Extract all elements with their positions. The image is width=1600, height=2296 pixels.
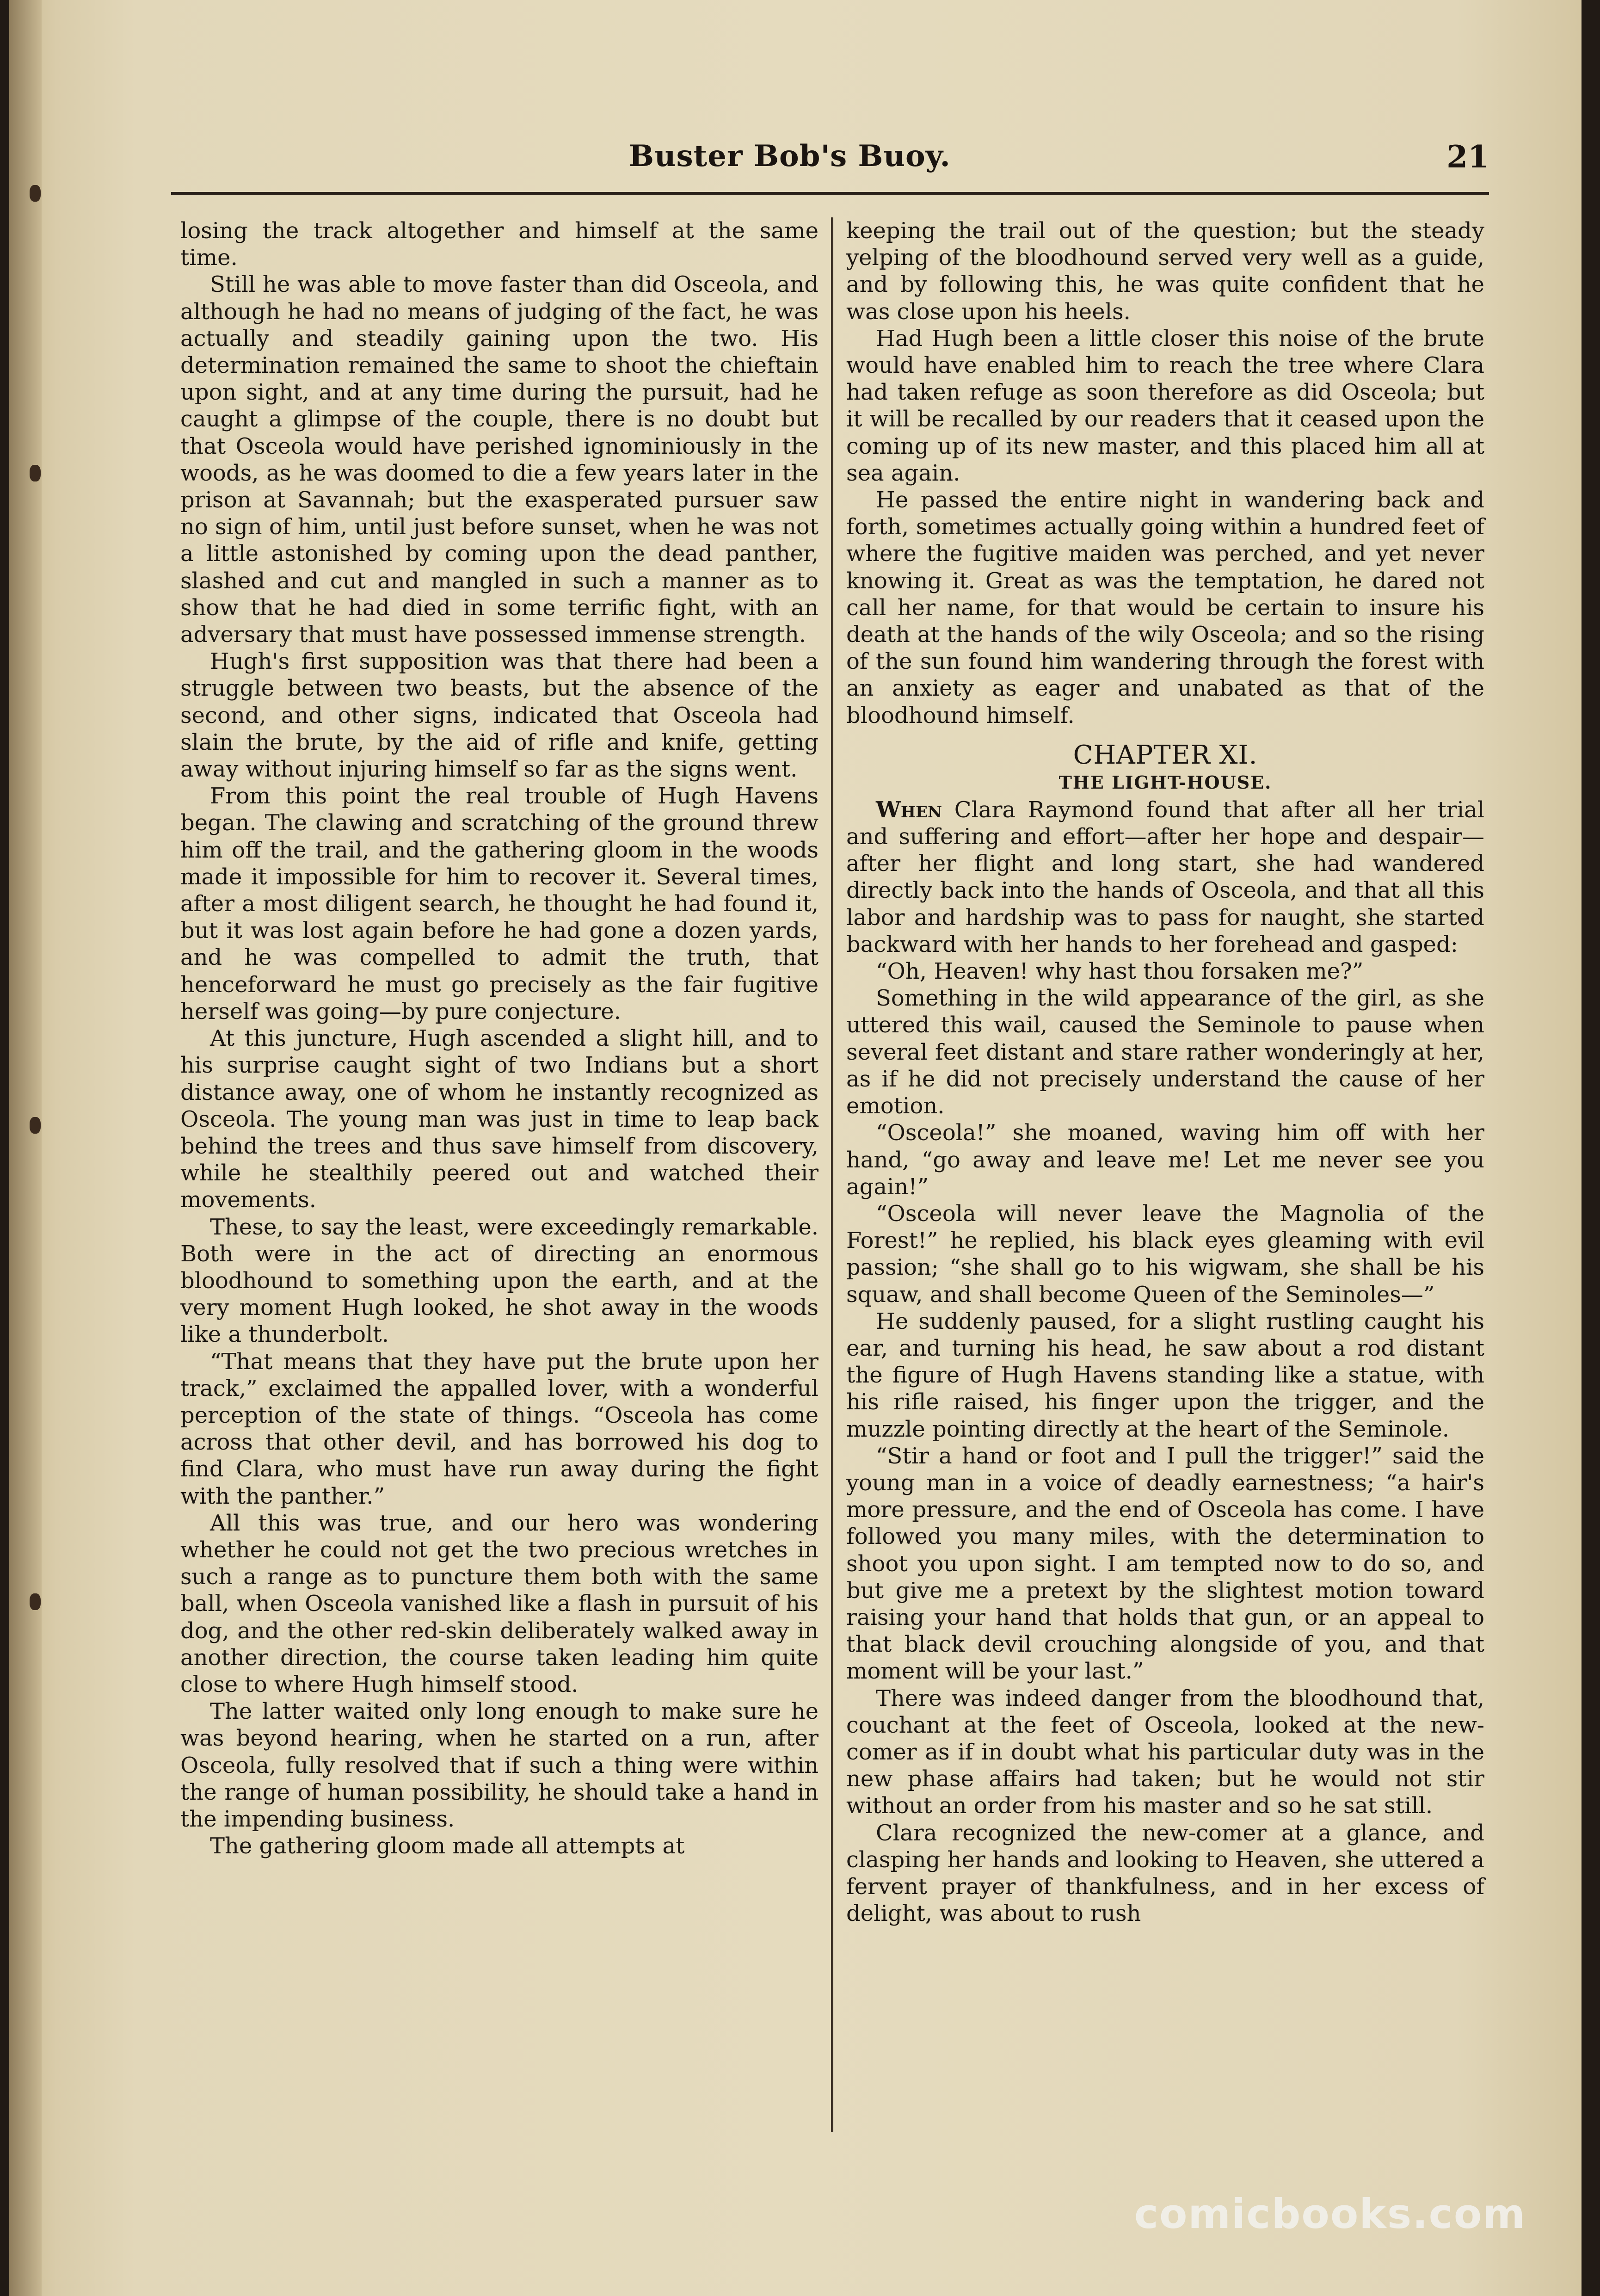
paragraph: “That means that they have put the brute upon her track,” exclaimed the appalled lover, with a wonderful perception of the state of things. “Osceola has come across that other devil, and has borrowed his dog to find Clara, who must have run away during the fight with the panther.” bbox=[180, 1348, 818, 1509]
paragraph: Had Hugh been a little closer this noise of the brute would have enabled him to reach the tree where Clara had taken refuge as soon therefore as did Osceola; but it will be recalled by our readers that it ceased upon the coming up of its new master, and this placed him all at sea again. bbox=[846, 325, 1484, 486]
paragraph: “Oh, Heaven! why hast thou forsaken me?” bbox=[876, 958, 1364, 985]
paragraph: losing the track altogether and himself at the same time. bbox=[180, 218, 818, 271]
binding-hole bbox=[30, 465, 41, 481]
page-gutter bbox=[9, 0, 42, 2296]
paragraph: “Stir a hand or foot and I pull the trigger!” said the young man in a voice of deadly earnestness; “a hair's more pressure, and the end of Osceola has come. I have followed you many miles, with the determination to shoot you upon sight. I am tempted now to do so, and but give me a pretext by the slightest motion toward raising your hand that holds that gun, or an appeal to that black devil crouching alongside of you, and that moment will be your last.” bbox=[846, 1443, 1484, 1685]
paragraph: All this was true, and our hero was wondering whether he could not get the two precious wretches in such a range as to puncture them both with the same ball, when Osceola vanished like a flash in pursuit of his dog, and the other red-skin deliberately walked away in another direction, the course taken leading him quite close to where Hugh himself stood. bbox=[180, 1510, 818, 1697]
site-watermark: comicbooks.com bbox=[1134, 2190, 1526, 2238]
paragraph: The latter waited only long enough to make sure he was beyond hearing, when he started on a run, after Osceola, fully resolved that if such a thing were within the range of human possibility, he should take a hand in the impending business. bbox=[180, 1698, 818, 1832]
paragraph: He passed the entire night in wandering back and forth, sometimes actually going within a hundred feet of where the fugitive maiden was perched, and yet never knowing it. Great as was the temptation, he dared not call her name, for that would be certain to insure his death at the hands of the wily Osceola; and so the rising of the sun found him wandering through the forest with an anxiety as eager and unabated as that of the bloodhound himself. bbox=[846, 487, 1484, 728]
paragraph: These, to say the least, were exceedingly remarkable. Both were in the act of directing an enormous bloodhound to something upon the earth, and at the very moment Hugh looked, he shot away in the woods like a thunderbolt. bbox=[180, 1214, 818, 1348]
binding-hole bbox=[30, 185, 41, 202]
running-title: Buster Bob's Buoy. bbox=[629, 139, 951, 173]
paragraph: There was indeed danger from the bloodhound that, couchant at the feet of Osceola, looked at the new-comer as if in doubt what his particular duty was in the new phase affairs had taken; but he would not stir without an order from his master and so he sat still. bbox=[846, 1685, 1484, 1819]
column-divider bbox=[831, 217, 833, 2132]
chapter-heading: CHAPTER XI. bbox=[1073, 740, 1258, 770]
paragraph: keeping the trail out of the question; but the steady yelping of the bloodhound served very well as a guide, and by following this, he was quite confident that he was close upon his heels. bbox=[846, 218, 1484, 325]
paragraph: Clara recognized the new-comer at a glance, and clasping her hands and looking to Heaven, she uttered a fervent prayer of thankfulness, and in her excess of delight, was about to rush bbox=[846, 1820, 1484, 1927]
paragraph: Hugh's first supposition was that there had been a struggle between two beasts, but the absence of the second, and other signs, indicated that Osceola had slain the brute, by the aid of rifle and knife, getting away without injuring himself so far as the signs went. bbox=[180, 648, 818, 783]
binding-hole bbox=[30, 1117, 41, 1134]
paragraph: From this point the real trouble of Hugh Havens began. The clawing and scratching of the ground threw him off the trail, and the gathering gloom in the woods made it impossible for him to recover it. Several times, after a most diligent search, he thought he had found it, but it was lost again before he had gone a dozen yards, and he was compelled to admit the truth, that henceforward he must go precisely as the fair fugitive herself was going—by pure conjecture. bbox=[180, 783, 818, 1025]
page-number: 21 bbox=[1446, 139, 1489, 175]
header-rule bbox=[171, 192, 1489, 195]
paragraph: Still he was able to move faster than did Osceola, and although he had no means of judging of the fact, he was actually and steadily gaining upon the two. His determination remained the same to shoot the chieftain upon sight, and at any time during the pursuit, had he caught a glimpse of the couple, there is no doubt but that Osceola would have perished ignominiously in the woods, as he was doomed to die a few years later in the prison at Savannah; but the exasperated pursuer saw no sign of him, until just before sunset, when he was not a little astonished by coming upon the dead panther, slashed and cut and mangled in such a manner as to show that he had died in some terrific fight, with an adversary that must have possessed immense strength. bbox=[180, 272, 818, 648]
binding-hole bbox=[30, 1593, 41, 1610]
running-header bbox=[166, 139, 1489, 190]
drop-word: When bbox=[876, 796, 942, 823]
chapter-opening-paragraph bbox=[846, 796, 1484, 958]
paragraph: “Osceola!” she moaned, waving him off with her hand, “go away and leave me! Let me never see you again!” bbox=[846, 1120, 1484, 1200]
paragraph: At this juncture, Hugh ascended a slight hill, and to his surprise caught sight of two Indians but a short distance away, one of whom he instantly recognized as Osceola. The young man was just in time to leap back behind the trees and thus save himself from discovery, while he stealthily peered out and watched their movements. bbox=[180, 1025, 818, 1213]
paragraph: “Osceola will never leave the Magnolia of the Forest!” he replied, his black eyes gleaming with evil passion; “she shall go to his wigwam, she shall be his squaw, and shall become Queen of the Seminoles—” bbox=[846, 1200, 1484, 1308]
right-column bbox=[846, 217, 1484, 1927]
paragraph: He suddenly paused, for a slight rustling caught his ear, and turning his head, he saw about a rod distant the figure of Hugh Havens standing like a statue, with his rifle raised, his finger upon the trigger, and the muzzle pointing directly at the heart of the Seminole. bbox=[846, 1308, 1484, 1442]
opening-text: Clara Raymond found that after all her trial and suffering and effort—after her hope and despair—after her flight and long start, she had wandered directly back into the hands of Osceola, and that all this labor and hardship was to pass for naught, she started backward with her hands to her forehead and gasped: bbox=[846, 796, 1484, 957]
left-column bbox=[180, 217, 818, 1859]
paragraph: The gathering gloom made all attempts at bbox=[210, 1833, 685, 1859]
chapter-subtitle: THE LIGHT-HOUSE. bbox=[1058, 772, 1272, 793]
paragraph: Something in the wild appearance of the girl, as she uttered this wail, caused the Seminole to pause when several feet distant and stare rather wonderingly at her, as if he did not precisely understand the cause of her emotion. bbox=[846, 985, 1484, 1119]
